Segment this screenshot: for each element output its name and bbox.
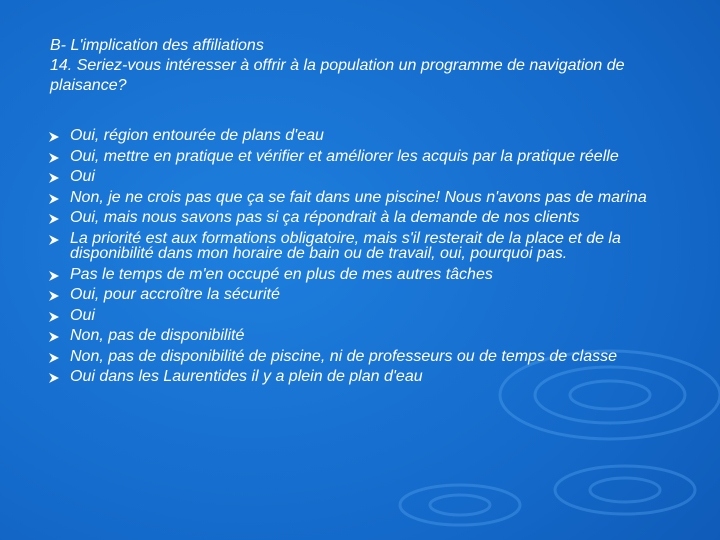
answer-item — [48, 149, 658, 165]
arrowhead-bullet-icon — [48, 352, 60, 364]
arrowhead-bullet-icon — [48, 290, 60, 302]
answer-item — [48, 128, 658, 144]
arrowhead-bullet-icon — [48, 372, 60, 384]
answer-text: Oui — [70, 306, 95, 324]
answer-text: Non, pas de disponibilité — [70, 327, 245, 344]
question-text: 14. Seriez-vous intéresser à offrir à la population un programme de navigation de plaisance? — [50, 57, 625, 94]
answer-item — [48, 267, 658, 283]
answer-item — [48, 231, 658, 262]
answer-text: La priorité est aux formations obligatoire, mais s'il resterait de la place et de la disponibilité dans mon horaire de bain ou de travail, oui, pourquoi pas. — [70, 229, 621, 262]
answer-text: Oui, pour accroître la sécurité — [70, 286, 280, 303]
answers-list — [48, 128, 658, 390]
arrowhead-bullet-icon — [48, 270, 60, 282]
arrowhead-bullet-icon — [48, 193, 60, 205]
arrowhead-bullet-icon — [48, 234, 60, 246]
answer-text: Oui, région entourée de plans d'eau — [70, 127, 324, 144]
arrowhead-bullet-icon — [48, 131, 60, 143]
answer-item — [48, 349, 658, 365]
answer-text: Oui, mais nous savons pas si ça répondrait à la demande de nos clients — [70, 209, 580, 226]
slide-title-block — [50, 36, 690, 96]
answer-text: Oui — [70, 168, 95, 185]
arrowhead-bullet-icon — [48, 311, 60, 323]
answer-item — [48, 328, 658, 344]
section-heading: B- L'implication des affiliations — [50, 37, 264, 54]
answer-item — [48, 369, 658, 385]
answer-item — [48, 210, 658, 226]
answer-text: Oui, mettre en pratique et vérifier et améliorer les acquis par la pratique réelle — [70, 147, 619, 165]
answer-item — [48, 190, 658, 206]
arrowhead-bullet-icon — [48, 172, 60, 184]
arrowhead-bullet-icon — [48, 213, 60, 225]
arrowhead-bullet-icon — [48, 331, 60, 343]
answer-item — [48, 308, 658, 324]
answer-text: Non, je ne crois pas que ça se fait dans une piscine! Nous n'avons pas de marina — [70, 188, 647, 206]
answer-text: Non, pas de disponibilité de piscine, ni de professeurs ou de temps de classe — [70, 347, 617, 365]
arrowhead-bullet-icon — [48, 152, 60, 164]
answer-item — [48, 169, 658, 185]
answer-text: Oui dans les Laurentides il y a plein de plan d'eau — [70, 368, 423, 385]
answer-item — [48, 287, 658, 303]
answer-text: Pas le temps de m'en occupé en plus de mes autres tâches — [70, 265, 493, 283]
